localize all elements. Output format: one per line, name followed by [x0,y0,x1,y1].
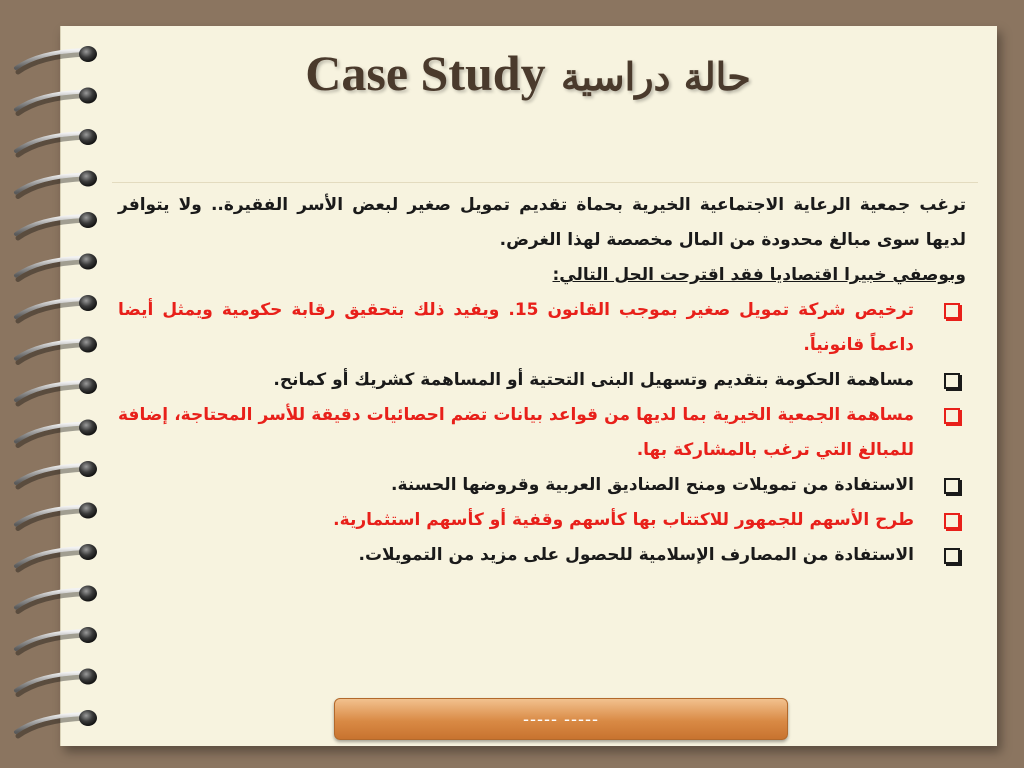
list-item-text: مساهمة الحكومة بتقديم وتسهيل البنى التحتية أو المساهمة كشريك أو كمانح. [273,370,914,390]
spiral-binding [0,0,110,768]
spiral-ring-icon [16,295,97,321]
list-item [118,468,966,503]
spiral-ring-icon [16,420,97,446]
list-item-text: ترخيص شركة تمويل صغير بموجب القانون 15. ويفيد ذلك بتحقيق رقابة حكومية ويمثل أيضا داعماً قانونياً. [118,300,914,355]
checkbox-square-icon [944,408,960,424]
spiral-ring-icon [16,212,97,238]
title-arabic: حالة دراسية [560,54,751,99]
footer-action-button[interactable]: ----- ----- [334,698,788,740]
checkbox-square-icon [944,548,960,564]
slide-body [118,188,966,573]
intro-paragraph: ترغب جمعية الرعاية الاجتماعية الخيرية بحماة تقديم تمويل صغير لبعض الأسر الفقيرة.. ولا يتوافر لديها سوى مبالغ محدودة من المال مخصصة لهذا الغرض. [118,195,966,250]
title-divider [112,182,978,183]
spiral-ring-icon [16,171,97,197]
title-english: Case Study [305,45,546,101]
list-item-text: طرح الأسهم للجمهور للاكتتاب بها كأسهم وقفية أو كأسهم استثمارية. [333,510,914,530]
spiral-ring-icon [16,461,97,487]
list-item [118,503,966,538]
list-item-text: الاستفادة من تمويلات ومنح الصناديق العربية وقروضها الحسنة. [391,475,914,495]
list-item [118,538,966,573]
spiral-ring-icon [16,378,97,404]
list-item-text: مساهمة الجمعية الخيرية بما لديها من قواعد بيانات تضم احصائيات دقيقة للأسر المحتاجة، إضافة للمبالغ التي ترغب بالمشاركة بها. [118,405,914,460]
checkbox-square-icon [944,513,960,529]
list-item-text: الاستفادة من المصارف الإسلامية للحصول على مزيد من التمويلات. [358,545,914,565]
spiral-ring-icon [16,710,97,736]
list-item [118,398,966,468]
list-item [118,363,966,398]
spiral-ring-icon [16,586,97,612]
spiral-ring-icon [16,254,97,280]
checkbox-square-icon [944,373,960,389]
checkbox-square-icon [944,303,960,319]
checkbox-square-icon [944,478,960,494]
spiral-ring-icon [16,129,97,155]
proposal-list [118,293,966,573]
list-item [118,293,966,363]
spiral-ring-icon [16,337,97,363]
spiral-ring-icon [16,503,97,529]
slide-title [60,44,996,102]
spiral-ring-icon [16,627,97,653]
spiral-ring-icon [16,544,97,570]
proposal-heading: وبوصفي خبيرا اقتصاديا فقد اقترحت الحل التالي: [552,265,966,285]
spiral-ring-icon [16,669,97,695]
